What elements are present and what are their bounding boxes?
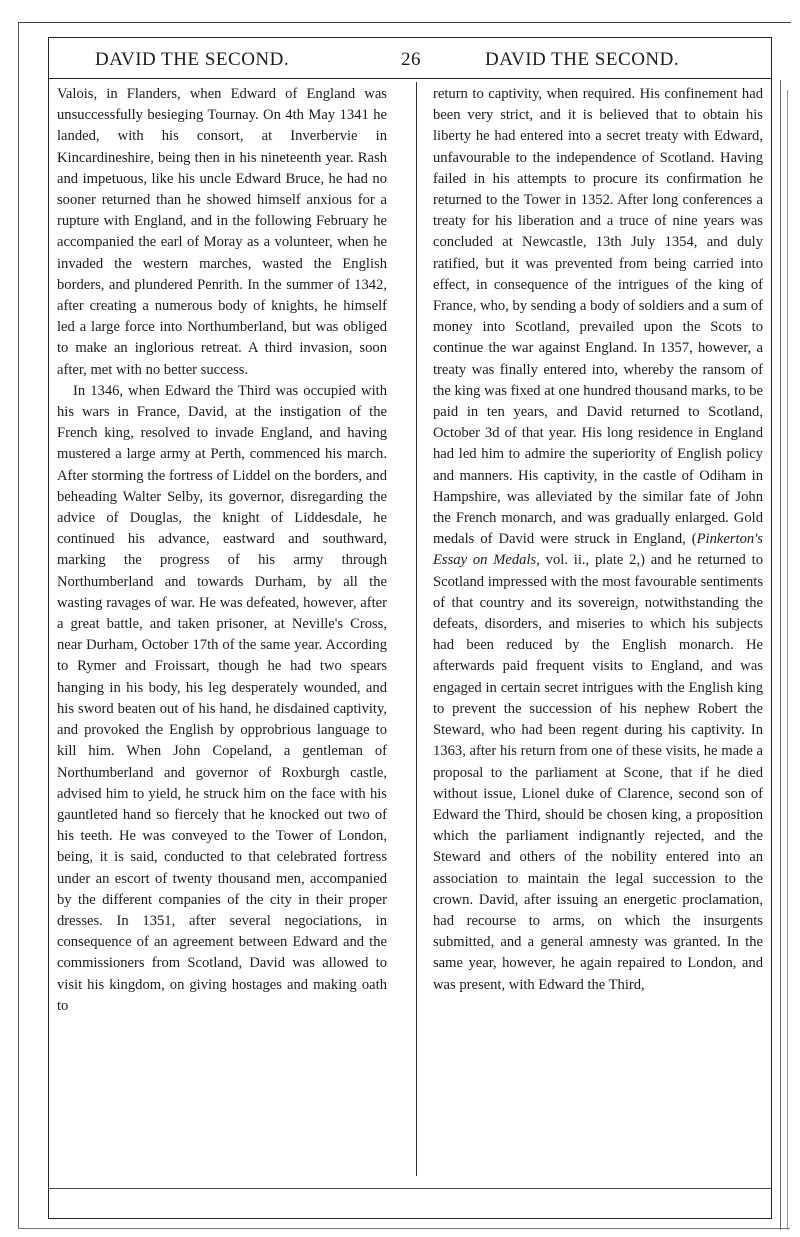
left-paragraph-2: In 1346, when Edward the Third was occupied with his wars in France, David, at the instigation of the French king, resolved to invade England, and having mustered a large army at Perth, commenced his march. After storming the fortress of Liddel on the borders, and beheading Walter Selby, its governor, disregarding the advice of Douglas, the knight of Liddesdale, he continued his advance, eastward and southward, marking the progress of his army through Northumberland and towards Durham, by all the wasting ravages of war. He was defeated, however, after a great battle, and taken prisoner, at Neville's Cross, near Durham, October 17th of the same year. According to Rymer and Froissart, though he had two spears hanging in his body, his leg desperately wounded, and his sword beaten out of his hand, he disdained captivity, and provoked the English by opprobrious language to kill him. When John Copeland, a gentleman of Northumberland and governor of Roxburgh castle, advised him to yield, he struck him on the face with his gauntleted hand so fiercely that he knocked out two of his teeth. He was conveyed to the Tower of London, being, it is said, conducted to that celebrated fortress under an escort of twenty thousand men, accompanied by the different companies of the city in their proper dresses. In 1351, after several negociations, in consequence of an agreement between Edward and the commissioners from Scotland, David was allowed to visit his kingdom, on giving hostages and making oath to [57, 382, 387, 1014]
left-paragraph-1: Valois, in Flanders, when Edward of England was unsuccessfully besieging Tournay. On 4th May 1341 he landed, with his consort, at Inverbervie in Kincardineshire, being then in his nineteenth year. Rash and impetuous, like his uncle Edward Bruce, he had no sooner returned than he showed himself anxious for a rupture with England, and in the following February he accompanied the earl of Moray as a volunteer, when he invaded the western marches, wasted the English borders, and plundered Penrith. In the summer of 1342, after creating a numerous body of knights, he himself led a large force into Northumberland, but was obliged to make an inglorious retreat. A third invasion, soon after, met with no better success. [57, 86, 387, 378]
running-header [49, 38, 771, 79]
right-text-part-1: return to captivity, when required. His confinement had been very strict, and it is believed that to obtain his liberty he had entered into a secret treaty with Edward, unfavourable to the independence of Scotland. Having failed in his attempts to procure its confirmation he returned to the Tower in 1352. After long conferences a treaty for his liberation and a truce of nine years was concluded at Newcastle, 13th July 1354, and duly ratified, but it was prevented from being carried into effect, in consequence of the intrigues of the king of France, who, by sending a body of soldiers and a sum of money into Scotland, prevailed upon the Scots to continue the war against England. In 1357, however, a treaty was finally entered into, whereby the ransom of the king was fixed at one hundred thousand marks, to be paid in ten years, and David returned to Scotland, October 3d of that year. His long residence in England had led him to admire the superiority of English policy and manners. His captivity, in the castle of Odiham in Hampshire, was alleviated by the similar fate of John the French monarch, and was gradually enlarged. Gold medals of David were struck in England, ( [433, 86, 763, 548]
book-page [48, 37, 772, 1219]
right-paragraph [433, 84, 763, 996]
right-text-part-2: vol. ii., plate 2,) and he returned to Scotland impressed with the most favourable sentiments of that country and its sovereign, notwithstanding the defeats, disorders, and miseries to which his subjects had been reduced by the English monarch. He afterwards paid frequent visits to England, and was engaged in certain secret intrigues with the English king to prevent the succession of his nephew Robert the Steward, who had been regent during his captivity. In 1363, after his return from one of these visits, he made a proposal to the parliament at Scone, that if he died without issue, Lionel duke of Clarence, second son of Edward the Third, should be chosen king, a proposition which the parliament indignantly rejected, and the Steward and others of the nobility entered into an association to maintain the legal succession to the crown. David, after issuing an energetic proclamation, had recourse to arms, on which the insurgents submitted, and a general amnesty was granted. In the same year, however, he again repaired to London, and was present, with Edward the Third, [433, 552, 763, 993]
right-column [433, 84, 763, 1176]
frame-bottom-edge [18, 1228, 790, 1229]
italic-citation: Pinkerton's Essay on Medals, [433, 531, 763, 569]
page-number: 26 [401, 49, 421, 70]
header-right-title: DAVID THE SECOND. [485, 49, 680, 70]
frame-right-edge [780, 80, 781, 1230]
frame-right-edge-outer [787, 90, 788, 1230]
left-column [57, 84, 387, 1176]
column-divider [416, 82, 417, 1176]
header-left-title: DAVID THE SECOND. [95, 49, 290, 70]
bottom-rule [49, 1188, 771, 1189]
